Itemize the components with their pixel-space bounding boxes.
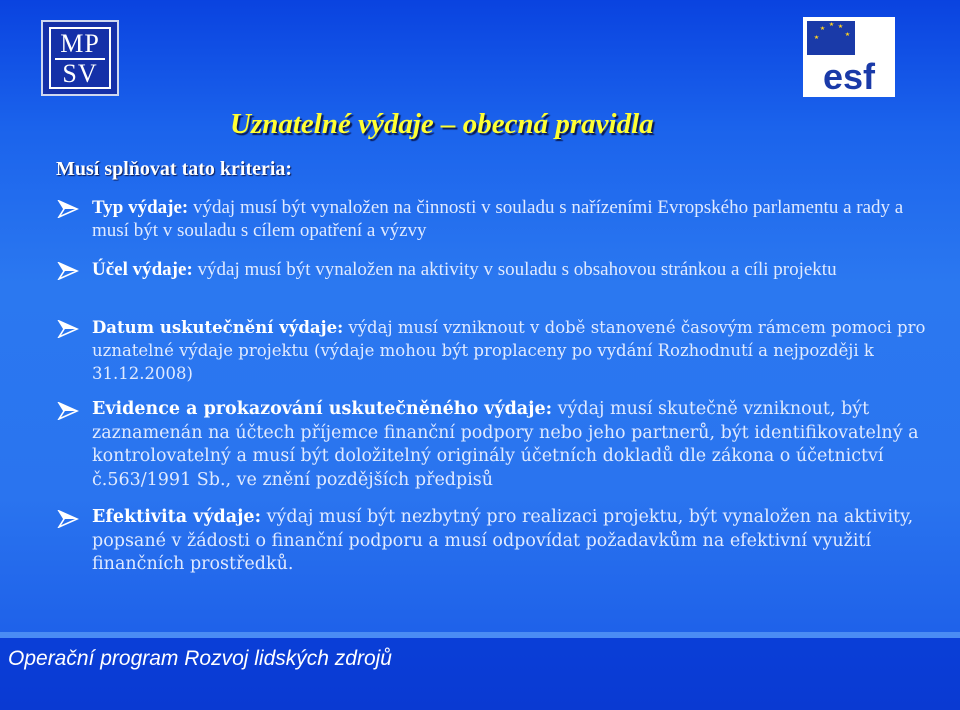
criterion-text: výdaj musí být vynaložen na aktivity v souladu s obsahovou stránkou a cíli projektu [192,259,837,280]
list-item [57,316,927,385]
criterion-label: Efektivita výdaje: [92,507,262,527]
footer-bar [0,632,960,710]
criterion-text: výdaj musí vzniknout v době stanovené časovým rámcem pomoci pro uznatelné výdaje projektu (výdaje mohou být proplaceny po vydání Rozhodnutí a nejpozději k 31.12.2008) [92,318,926,383]
arrowhead-bullet-icon [57,402,79,420]
mpsv-logo-mark [49,27,111,89]
criterion-label: Datum uskutečnění výdaje: [92,318,344,337]
list-item [57,398,927,492]
arrowhead-bullet-icon [57,510,79,528]
criterion-label: Účel výdaje: [92,259,193,280]
esf-logo-text: esf [822,56,876,97]
footer-divider [0,632,960,638]
arrowhead-bullet-icon [57,200,79,218]
program-name: Operační program Rozvoj lidských zdrojů [8,647,392,670]
criterion-label: Evidence a prokazování uskutečněného výdaje: [92,399,553,419]
criteria-heading: Musí splňovat tato kriteria: [56,158,293,180]
criterion-text: výdaj musí skutečně vzniknout, být zaznamenán na účtech příjemce finanční podpory nebo jeho partnerů, být identifikovatelný a kontrolovatelný a musí být doložitelný originály účetních dokladů dle zákona o účetnictví č.563/1991 Sb., ve znění pozdějších předpisů [92,399,919,490]
criterion-label: Typ výdaje: [92,197,189,218]
list-item [57,196,927,242]
arrowhead-bullet-icon [57,320,79,338]
list-item [57,506,927,577]
mpsv-logo-row1: MP [60,29,100,58]
arrowhead-bullet-icon [57,262,79,280]
mpsv-logo-row2: SV [55,58,105,88]
criterion-text: výdaj musí být vynaložen na činnosti v souladu s nařízeními Evropského parlamentu a rady a musí být v souladu s cílem opatření a výzvy [92,197,904,241]
esf-logo [803,17,895,97]
mpsv-logo [41,20,119,96]
list-item [57,258,837,281]
criterion-text: výdaj musí být nezbytný pro realizaci projektu, být vynaložen na aktivity, popsané v žádosti o finanční podporu a musí odpovídat požadavkům na efektivní využití finančních prostředků. [92,507,914,574]
slide-title: Uznatelné výdaje – obecná pravidla [230,108,654,140]
esf-logo-graphic [803,17,895,97]
